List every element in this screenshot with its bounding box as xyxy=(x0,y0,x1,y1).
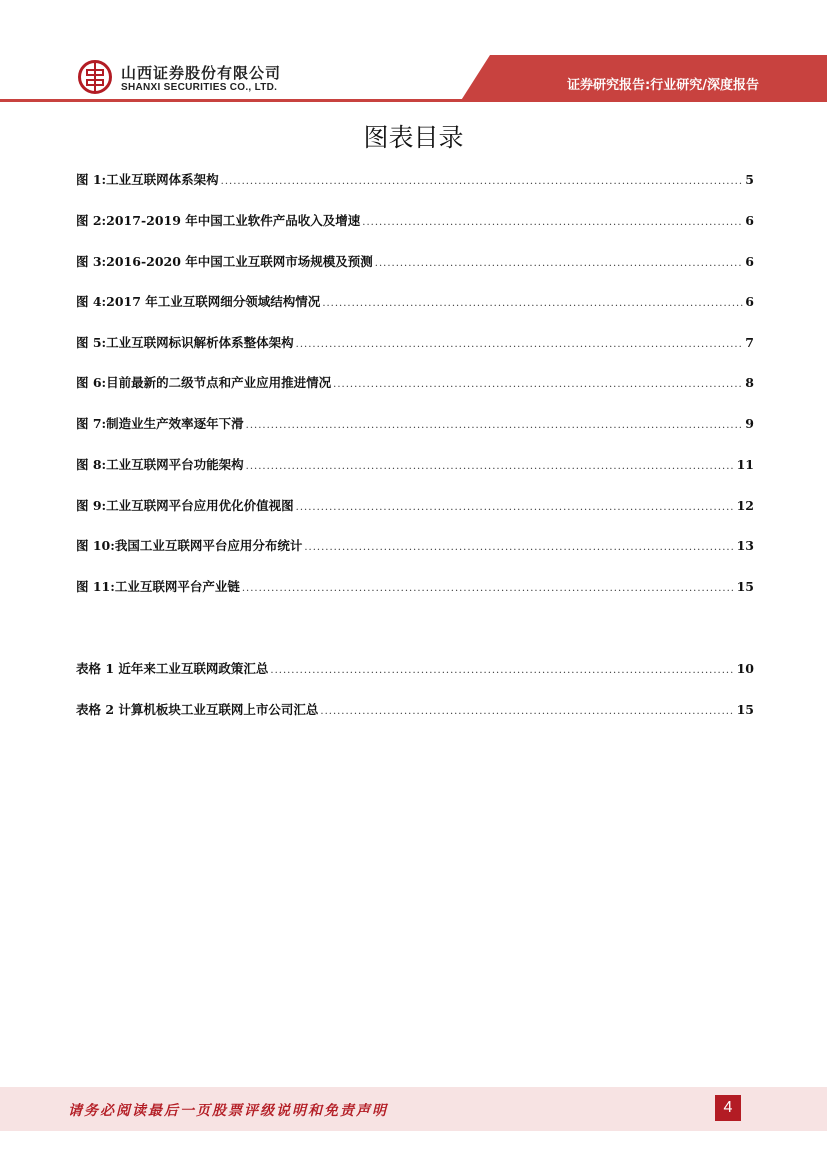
leader-dots xyxy=(322,295,743,313)
toc-entry-page: 15 xyxy=(736,579,754,594)
toc-entry-label: 图 6:目前最新的二级节点和产业应用推进情况 xyxy=(76,375,332,390)
toc-entry-page: 10 xyxy=(736,661,754,676)
report-type-tag: 证券研究报告:行业研究/深度报告 xyxy=(567,78,759,93)
leader-dots xyxy=(296,336,744,354)
toc-table-entry[interactable] xyxy=(76,701,754,719)
toc-entry-page: 6 xyxy=(745,254,754,269)
toc-entry-page: 11 xyxy=(736,457,754,472)
leader-dots xyxy=(320,703,734,721)
toc-figure-entry[interactable] xyxy=(76,497,754,515)
toc-figure-entry[interactable] xyxy=(76,293,754,311)
toc-entry-page: 6 xyxy=(745,213,754,228)
toc-figure-entry[interactable] xyxy=(76,171,754,189)
company-logo-icon xyxy=(78,60,112,94)
leader-dots xyxy=(246,458,735,476)
toc-entry-page: 9 xyxy=(745,416,754,431)
toc-entry-page: 12 xyxy=(736,498,754,513)
company-name-en: SHANXI SECURITIES CO., LTD. xyxy=(121,82,278,93)
toc-entry-label: 图 3:2016-2020 年中国工业互联网市场规模及预测 xyxy=(76,254,373,269)
toc-entry-page: 8 xyxy=(745,375,754,390)
toc-table-entry[interactable] xyxy=(76,660,754,678)
toc-entry-page: 6 xyxy=(745,294,754,309)
page-header xyxy=(0,0,827,112)
footer-disclaimer: 请务必阅读最后一页股票评级说明和免责声明 xyxy=(68,1103,388,1119)
toc-figure-entry[interactable] xyxy=(76,537,754,555)
header-divider xyxy=(0,99,827,102)
toc-figure-entry[interactable] xyxy=(76,374,754,392)
page-title: 图表目录 xyxy=(363,123,464,152)
toc-entry-page: 5 xyxy=(745,172,754,187)
leader-dots xyxy=(375,255,744,273)
leader-dots xyxy=(270,662,734,680)
toc-entry-label: 表格 2 计算机板块工业互联网上市公司汇总 xyxy=(76,702,319,717)
toc-entry-label: 图 2:2017-2019 年中国工业软件产品收入及增速 xyxy=(76,213,361,228)
toc-entry-page: 13 xyxy=(736,538,754,553)
leader-dots xyxy=(362,214,743,232)
leader-dots xyxy=(246,417,744,435)
leader-dots xyxy=(242,580,735,598)
toc-figure-entry[interactable] xyxy=(76,334,754,352)
leader-dots xyxy=(296,499,735,517)
toc-figure-entry[interactable] xyxy=(76,578,754,596)
toc-entry-label: 图 4:2017 年工业互联网细分领域结构情况 xyxy=(76,294,321,309)
leader-dots xyxy=(333,376,743,394)
toc-figure-entry[interactable] xyxy=(76,253,754,271)
leader-dots xyxy=(304,539,734,557)
toc-entry-page: 15 xyxy=(736,702,754,717)
company-name-cn: 山西证券股份有限公司 xyxy=(121,64,282,82)
toc-entry-label: 图 1:工业互联网体系架构 xyxy=(76,172,219,187)
toc-entry-label: 图 8:工业互联网平台功能架构 xyxy=(76,457,244,472)
toc-entry-label: 图 9:工业互联网平台应用优化价值视图 xyxy=(76,498,294,513)
toc-entry-label: 表格 1 近年来工业互联网政策汇总 xyxy=(76,661,269,676)
toc-figure-entry[interactable] xyxy=(76,415,754,433)
toc-entry-label: 图 7:制造业生产效率逐年下滑 xyxy=(76,416,244,431)
toc-entry-label: 图 10:我国工业互联网平台应用分布统计 xyxy=(76,538,303,553)
toc-entry-page: 7 xyxy=(745,335,754,350)
toc-entry-label: 图 5:工业互联网标识解析体系整体架构 xyxy=(76,335,294,350)
page-number: 4 xyxy=(715,1095,741,1121)
toc-figure-entry[interactable] xyxy=(76,456,754,474)
toc-figure-entry[interactable] xyxy=(76,212,754,230)
toc-entry-label: 图 11:工业互联网平台产业链 xyxy=(76,579,240,594)
leader-dots xyxy=(221,173,744,191)
